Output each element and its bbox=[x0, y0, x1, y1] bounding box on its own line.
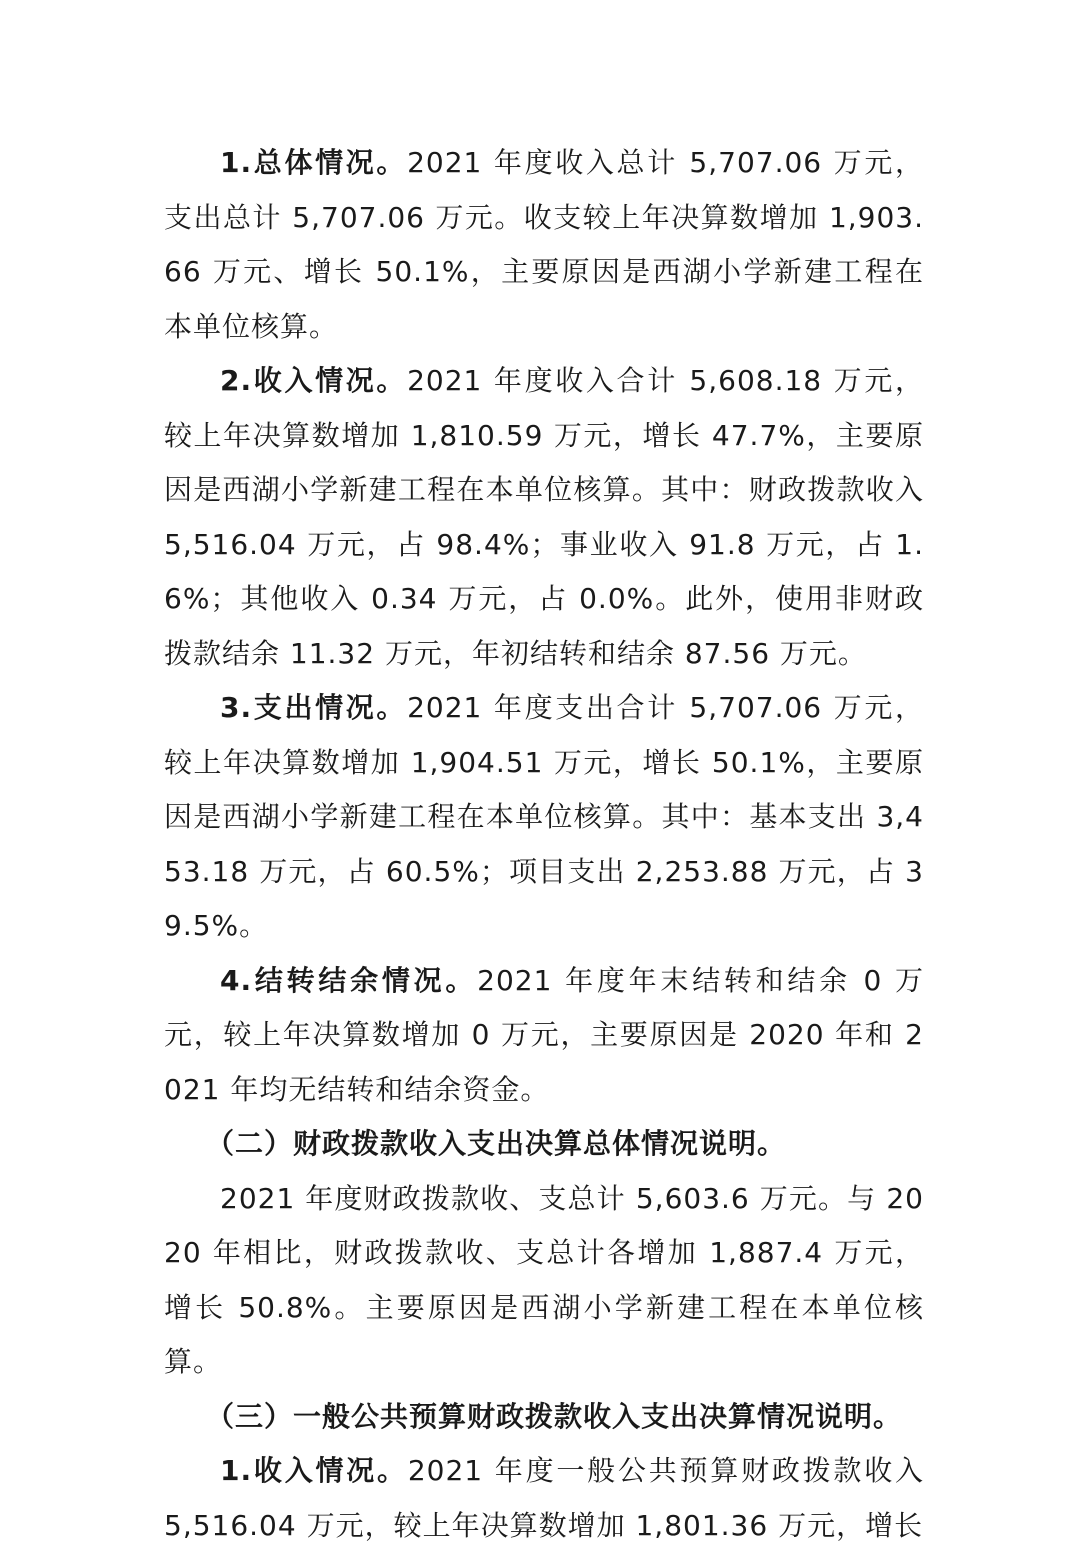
paragraph-lead: 3.支出情况。 bbox=[220, 691, 408, 724]
section-heading-2: （二）财政拨款收入支出决算总体情况说明。 bbox=[206, 1127, 787, 1160]
paragraph-general-budget-income bbox=[164, 1444, 924, 1553]
paragraph-expenditure bbox=[164, 681, 924, 954]
paragraph-text: 2021 年度一般公共预算财政拨款收入 5,516.04 万元，较上年决算数增加 1,801.36 万元，增长 bbox=[164, 1454, 924, 1542]
paragraph-text: 2021 年度收入合计 5,608.18 万元，较上年决算数增加 1,810.59 万元，增长 47.7%，主要原因是西湖小学新建工程在本单位核算。其中：财政拨款收入 5,516.04 万元，占 98.4%；事业收入 91.8 万元，占 1.6%；其他收入 0.34 万元，占 0.0%。此外，使用非财政拨款结余 11.32 万元，年初结转和结余 87.56 万元。 bbox=[164, 364, 925, 670]
paragraph-fiscal-summary: 2021 年度财政拨款收、支总计 5,603.6 万元。与 2020 年相比，财政拨款收、支总计各增加 1,887.4 万元，增长 50.8%。主要原因是西湖小学新建工程在本单位核算。 bbox=[164, 1181, 924, 1378]
paragraph-text: 2021 年度年末结转和结余 0 万元，较上年决算数增加 0 万元，主要原因是 2020 年和 2021 年均无结转和结余资金。 bbox=[164, 963, 925, 1106]
section-heading-3: （三）一般公共预算财政拨款收入支出决算情况说明。 bbox=[206, 1399, 903, 1433]
paragraph-lead: 1.总体情况。 bbox=[220, 146, 408, 179]
paragraph-overall bbox=[164, 136, 924, 354]
paragraph-lead: 4.结转结余情况。 bbox=[220, 963, 478, 997]
paragraph-lead: 2.收入情况。 bbox=[220, 364, 408, 397]
paragraph-text: 2021 年度支出合计 5,707.06 万元，较上年决算数增加 1,904.51 万元，增长 50.1%，主要原因是西湖小学新建工程在本单位核算。其中：基本支出 3,453.18 万元，占 60.5%；项目支出 2,253.88 万元，占 39.5%。 bbox=[164, 691, 925, 942]
paragraph-income bbox=[164, 354, 924, 681]
paragraph-lead: 1.收入情况。 bbox=[220, 1454, 408, 1487]
paragraph-carryover bbox=[164, 954, 924, 1118]
paragraph-text: 2021 年度收入总计 5,707.06 万元，支出总计 5,707.06 万元。收支较上年决算数增加 1,903.66 万元、增长 50.1%，主要原因是西湖小学新建工程在本单位核算。 bbox=[164, 146, 925, 343]
